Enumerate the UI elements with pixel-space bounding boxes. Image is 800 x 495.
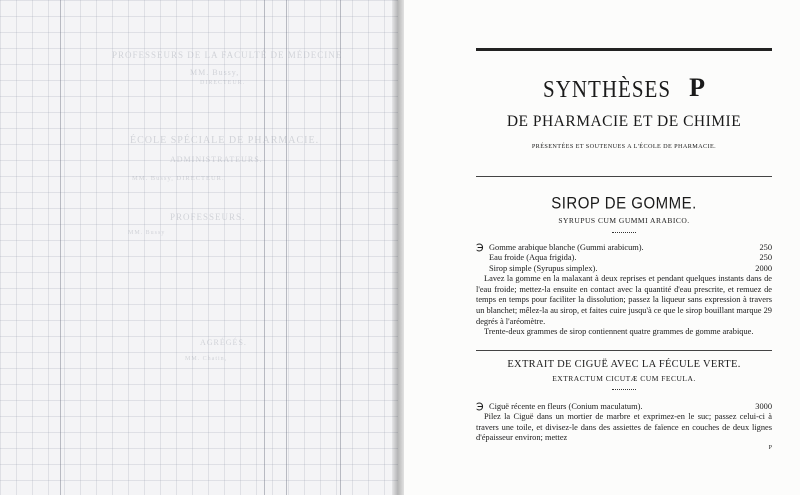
- section2-paragraph: Pilez la Ciguë dans un mortier de marbre et exprimez-en le suc; passez celui-ci à travers une toile, et divisez-le dans des assiettes de faïence en couches de deux lignes d'épaisseur environ; mettez: [476, 412, 772, 443]
- section1-latin: SYRUPUS CUM GUMMI ARABICO.: [558, 216, 690, 225]
- subject-title: DE PHARMACIE ET DE CHIMIE: [506, 113, 742, 130]
- ghost-text: MM. Chatin,: [185, 356, 228, 362]
- ingredient-row: [476, 399, 772, 412]
- ghost-text: ÉCOLE SPÉCIALE DE PHARMACIE.: [130, 135, 320, 146]
- ghost-text: MM. Bussy,: [190, 68, 240, 77]
- ghost-text: MM. Bussy, DIRECTEUR.: [132, 175, 225, 182]
- header-title: SYNTHÈSES: [543, 75, 672, 103]
- ingredient-name: Eau froide (Aqua frigida).: [489, 253, 577, 263]
- recipe-symbol: ℈: [476, 241, 484, 253]
- ghost-text: PROFESSEURS.: [170, 212, 246, 222]
- ingredient-qty: 250: [759, 243, 772, 252]
- ingredient-qty: 2000: [755, 263, 772, 273]
- page-content: [476, 48, 772, 451]
- recipe-symbol: [476, 264, 489, 274]
- ruled-line: [60, 0, 61, 495]
- section1-title: SIROP DE GOMME.: [551, 194, 697, 213]
- ghost-text: PROFESSEURS DE LA FACULTÉ DE MÉDECINE: [112, 50, 343, 60]
- ingredient-qty: 3000: [755, 401, 772, 411]
- right-page: [404, 0, 800, 495]
- section-rule: [476, 350, 772, 351]
- subtitle: PRÉSENTÉES ET SOUTENUES A L'ÉCOLE DE PHARMACIE.: [531, 143, 717, 150]
- footer-letter: P: [768, 444, 772, 451]
- top-rule: [476, 48, 772, 51]
- ingredient-name: Ciguë récente en fleurs (Conium maculatum).: [489, 401, 643, 411]
- ingredient-name: Sirop simple (Syrupus simplex).: [489, 263, 598, 273]
- ornament-divider: [612, 232, 636, 233]
- ghost-text: ADMINISTRATEURS.: [170, 155, 263, 164]
- ingredient-row: [476, 264, 772, 274]
- ghost-text: MM. Bussy: [128, 230, 166, 236]
- ghost-text: AGRÉGÉS.: [200, 338, 247, 347]
- section1-paragraph: Trente-deux grammes de sirop contiennent quatre grammes de gomme arabique.: [484, 327, 754, 337]
- page-header: [476, 73, 772, 103]
- header-letter: P: [689, 73, 705, 102]
- section1-paragraph: Lavez la gomme en la malaxant à deux reprises et pendant quelques instants dans de l'eau froide; mettez-la ensuite en contact avec la quantité d'eau prescrite, et remuez de temps en temps pour faciliter la dissolution; passez la liqueur sans expression à travers un blanchet; mêlez-la au sirop, et faites cuire jusqu'à ce que le sirop bouillant marque 29 degrés à l'aréomètre.: [476, 274, 772, 326]
- ruled-line: [264, 0, 265, 495]
- ruled-line: [340, 0, 341, 495]
- ruled-line: [286, 0, 287, 495]
- left-page-faded-bleed-through: [0, 0, 398, 495]
- ingredient-row: [476, 253, 772, 263]
- ingredient-qty: 250: [759, 253, 772, 263]
- section2-title: EXTRAIT DE CIGUË AVEC LA FÉCULE VERTE.: [507, 358, 741, 370]
- recipe-symbol: [476, 253, 489, 263]
- section-rule: [476, 176, 772, 177]
- ingredient-name: Gomme arabique blanche (Gummi arabicum).: [489, 243, 644, 252]
- recipe-symbol: ℈: [476, 399, 484, 412]
- section2-latin: EXTRACTUM CICUTÆ CUM FECULA.: [552, 373, 696, 383]
- ingredient-row: [476, 243, 772, 253]
- ghost-text: DIRECTEUR.: [200, 80, 246, 86]
- ornament-divider: [612, 389, 636, 390]
